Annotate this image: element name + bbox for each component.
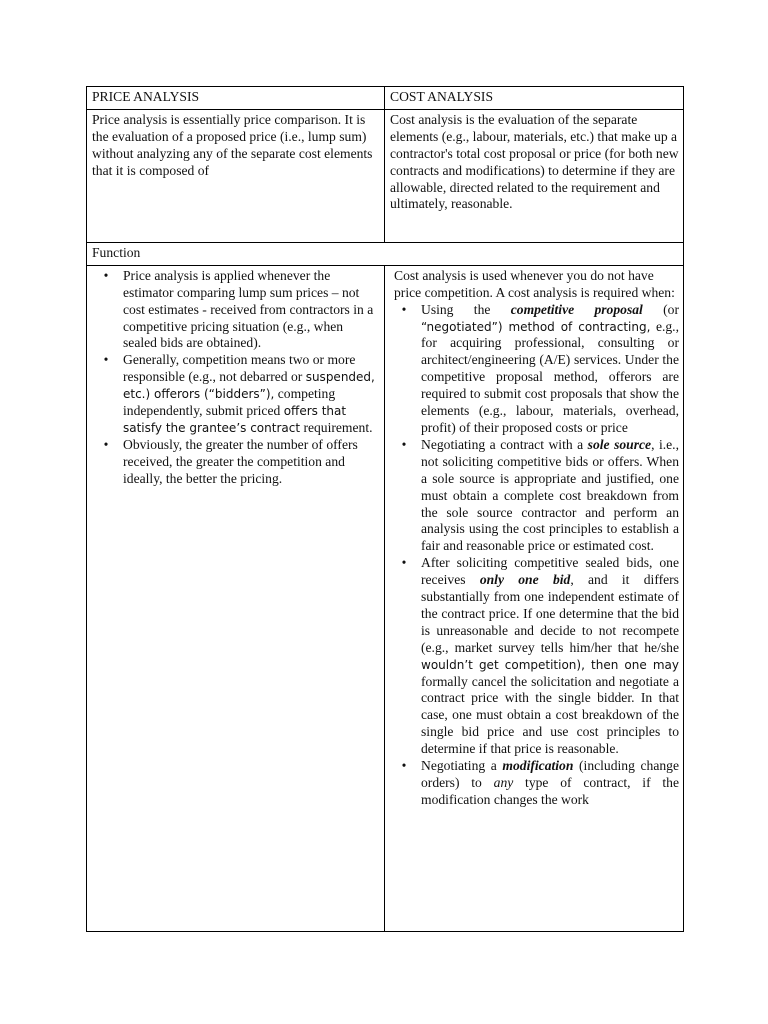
list-item: • Generally, competition means two or more responsible (e.g., not debarred or suspended, etc.) offerors (“bidders”), competing independently, submit priced offers that satisfy the grantee’s contract requirement.: [92, 352, 380, 437]
bullet-icon: •: [401, 758, 407, 774]
bullet-icon: •: [103, 436, 109, 452]
cost-analysis-bullet-list: [390, 302, 679, 809]
comparison-table: [86, 86, 684, 932]
cost-analysis-heading: COST ANALYSIS: [385, 87, 684, 110]
bullet-icon: •: [401, 301, 407, 317]
function-heading: Function: [87, 242, 684, 265]
price-analysis-bullet-list: [92, 268, 380, 488]
price-analysis-function-cell: [87, 265, 385, 931]
list-item: • Using the competitive proposal (or “negotiated”) method of contracting, e.g., for acquiring professional, consulting or architect/engineering (A/E) services. Under the competitive proposal method, offerors are required to submit cost proposals that show the elements (e.g., labour, materials, overhead, profit) of their proposed costs or price: [390, 302, 679, 437]
cost-analysis-intro: Cost analysis is used whenever you do not have price competition. A cost analysis is required when:: [394, 267, 675, 300]
list-item: • Price analysis is applied whenever the estimator comparing lump sum prices – not cost estimates - received from contractors in a competitive pricing situation (e.g., when sealed bids are obtained).: [92, 268, 380, 353]
bullet-icon: •: [401, 555, 407, 571]
list-item: • After soliciting competitive sealed bids, one receives only one bid, and it differs substantially from one independent estimate of the contract price. If one determine that the bid is unreasonable and decide to not recompete (e.g., market survey tells him/her that he/she wouldn’t get competition), then one may formally cancel the solicitation and negotiate a contract price with the single bidder. In that case, one must obtain a cost breakdown of the single bid price and use cost principles to determine if that price is reasonable.: [390, 555, 679, 758]
price-analysis-heading: PRICE ANALYSIS: [87, 87, 385, 110]
bullet-icon: •: [103, 267, 109, 283]
description-row: [87, 109, 684, 242]
bullet-icon: •: [401, 436, 407, 452]
cost-analysis-function-cell: [385, 265, 684, 931]
function-body-row: [87, 265, 684, 931]
price-analysis-description: Price analysis is essentially price comparison. It is the evaluation of a proposed price (i.e., lump sum) without analyzing any of the separate cost elements that it is composed of: [87, 109, 385, 242]
list-item: • Negotiating a modification (including change orders) to any type of contract, if the modification changes the work: [390, 758, 679, 809]
list-item: • Obviously, the greater the number of offers received, the greater the competition and ideally, the better the pricing.: [92, 437, 380, 488]
bullet-icon: •: [103, 352, 109, 368]
cost-analysis-description: Cost analysis is the evaluation of the separate elements (e.g., labour, materials, etc.) that make up a contractor's total cost proposal or price (for both new contracts and modifications) to determine if they are allowable, directed related to the requirement and ultimately, reasonable.: [385, 109, 684, 242]
header-row: [87, 87, 684, 110]
function-row: [87, 242, 684, 265]
list-item: • Negotiating a contract with a sole source, i.e., not soliciting competitive bids or offers. When a sole source is appropriate and justified, one must obtain a complete cost breakdown from the sole source contractor and perform an analysis using the cost principles to establish a fair and reasonable price or estimated cost.: [390, 437, 679, 555]
